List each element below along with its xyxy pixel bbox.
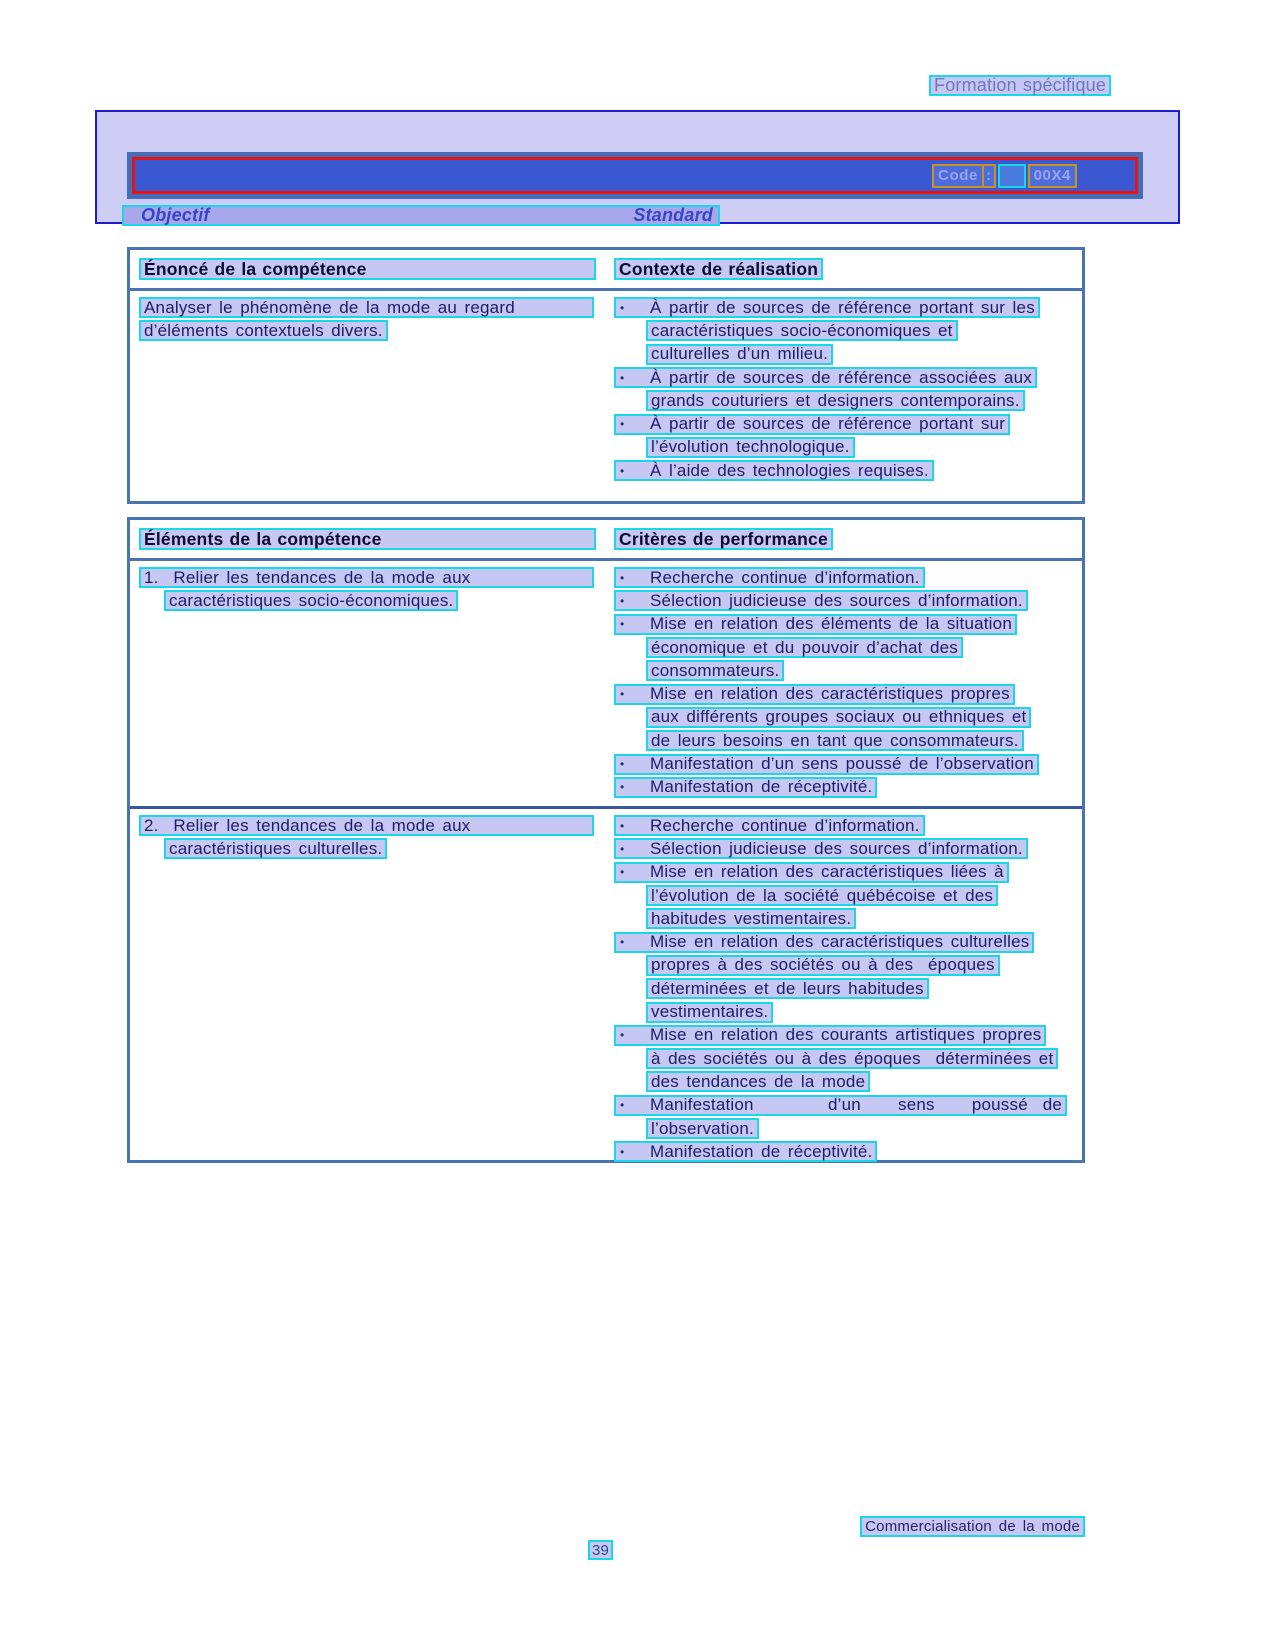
text-line — [614, 389, 1082, 412]
bullet-line — [614, 566, 1082, 589]
bullet-icon: • — [620, 370, 625, 385]
table-elements-criteres — [127, 517, 1085, 1163]
table2-row-2 — [130, 809, 1082, 1163]
bullet-icon: • — [620, 593, 625, 608]
table1-header-left: Énoncé de la compétence — [139, 258, 596, 280]
line-text: 1. Relier les tendances de la mode aux — [144, 567, 471, 587]
line-text: À l’aide des technologies requises. — [650, 460, 929, 480]
text-line — [614, 659, 1082, 682]
table1-header-row — [130, 250, 1082, 291]
line-text: Sélection judicieuse des sources d’information. — [650, 838, 1023, 858]
line-text: caractéristiques culturelles. — [169, 838, 383, 858]
text-line — [139, 296, 614, 319]
text-line — [139, 566, 614, 589]
table2-header-left: Éléments de la compétence — [139, 528, 596, 550]
line-text: déterminées et de leurs habitudes — [651, 978, 924, 998]
text-line — [614, 907, 1082, 930]
bullet-icon: • — [620, 865, 625, 880]
table1-left-cell — [130, 296, 614, 343]
line-text: Mise en relation des éléments de la situation — [650, 614, 1012, 634]
bullet-line — [614, 776, 1082, 799]
page-number-text: 39 — [588, 1540, 613, 1560]
running-head-text: Formation spécifique — [929, 75, 1111, 96]
line-text: caractéristiques socio-économiques et — [651, 320, 953, 340]
line-text: À partir de sources de référence portant sur — [650, 414, 1006, 434]
table2-row2-right-cell — [614, 814, 1082, 1163]
line-text: Mise en relation des caractéristiques liées à — [650, 862, 1004, 882]
page-number — [588, 1540, 613, 1560]
objectif-standard-row — [122, 205, 720, 226]
text-line — [614, 977, 1082, 1000]
text-line — [139, 319, 614, 342]
text-line — [139, 814, 614, 837]
table2-row1-right-cell — [614, 566, 1082, 799]
text-line — [614, 1000, 1082, 1023]
code-separator: : — [984, 164, 996, 188]
table2-row1-left-cell — [130, 566, 614, 613]
bullet-line — [614, 459, 1082, 482]
bullet-icon: • — [620, 617, 625, 632]
text-line — [614, 1047, 1082, 1070]
bullet-line — [614, 930, 1082, 953]
code-bar-outer — [127, 152, 1143, 199]
table2-row2-left-cell — [130, 814, 614, 861]
bullet-icon: • — [620, 687, 625, 702]
bullet-icon: • — [620, 818, 625, 833]
bullet-line — [614, 814, 1082, 837]
line-text: Manifestation d’un sens poussé de — [650, 1095, 1062, 1115]
text-line — [614, 1117, 1082, 1140]
text-line — [614, 343, 1082, 366]
line-text: culturelles d’un milieu. — [651, 344, 829, 364]
bullet-line — [614, 613, 1082, 636]
table2-row-1 — [130, 561, 1082, 809]
bullet-icon: • — [620, 1098, 625, 1113]
bullet-line — [614, 861, 1082, 884]
line-text: économique et du pouvoir d’achat des — [651, 637, 959, 657]
line-text: de leurs besoins en tant que consommateurs. — [651, 730, 1019, 750]
table1-header-right-cell — [614, 258, 1082, 280]
text-line — [614, 1070, 1082, 1093]
line-text: À partir de sources de référence portant sur les — [650, 297, 1035, 317]
bullet-line — [614, 837, 1082, 860]
line-text: des tendances de la mode — [651, 1071, 866, 1091]
text-line — [139, 589, 614, 612]
bullet-line — [614, 682, 1082, 705]
bullet-icon: • — [620, 417, 625, 432]
bullet-line — [614, 1024, 1082, 1047]
line-text: Recherche continue d’information. — [650, 815, 920, 835]
footer-program-name — [860, 1516, 1085, 1537]
line-text: grands couturiers et designers contemporains. — [651, 390, 1020, 410]
bullet-icon: • — [620, 300, 625, 315]
line-text: l’observation. — [651, 1118, 754, 1138]
line-text: Analyser le phénomène de la mode au regard — [144, 297, 515, 317]
bullet-icon: • — [620, 757, 625, 772]
text-line — [614, 636, 1082, 659]
text-line — [139, 837, 614, 860]
line-text: Mise en relation des caractéristiques propres — [650, 684, 1010, 704]
bullet-line — [614, 412, 1082, 435]
text-line — [614, 706, 1082, 729]
bullet-line — [614, 752, 1082, 775]
line-text: Manifestation de réceptivité. — [650, 777, 873, 797]
code-bar — [132, 157, 1138, 194]
line-text: Mise en relation des courants artistiques propres — [650, 1025, 1042, 1045]
line-text: d’éléments contextuels divers. — [144, 320, 383, 340]
line-text: caractéristiques socio-économiques. — [169, 590, 454, 610]
table-enonce-contexte — [127, 247, 1085, 504]
line-text: aux différents groupes sociaux ou ethniques et — [651, 707, 1027, 727]
bullet-icon: • — [620, 1028, 625, 1043]
line-text: l’évolution de la société québécoise et des — [651, 885, 994, 905]
table1-header-right: Contexte de réalisation — [614, 258, 823, 280]
text-line — [614, 319, 1082, 342]
bullet-line — [614, 1094, 1082, 1117]
standard-label: Standard — [633, 205, 713, 225]
table2-header-left-cell — [130, 528, 614, 550]
section-running-head — [929, 75, 1111, 100]
bullet-icon: • — [620, 841, 625, 856]
bullet-line — [614, 1140, 1082, 1163]
line-text: Manifestation de réceptivité. — [650, 1141, 873, 1161]
bullet-icon: • — [620, 935, 625, 950]
bullet-line — [614, 296, 1082, 319]
line-text: À partir de sources de référence associées aux — [650, 367, 1032, 387]
bullet-icon: • — [620, 570, 625, 585]
footer-program-text: Commercialisation de la mode — [860, 1516, 1085, 1537]
text-line — [614, 436, 1082, 459]
line-text: 2. Relier les tendances de la mode aux — [144, 815, 471, 835]
objectif-label: Objectif — [141, 205, 210, 225]
line-text: vestimentaires. — [651, 1002, 769, 1022]
table2-header-row — [130, 520, 1082, 561]
line-text: Mise en relation des caractéristiques culturelles — [650, 932, 1030, 952]
text-line — [614, 954, 1082, 977]
line-text: propres à des sociétés ou à des époques — [651, 955, 995, 975]
line-text: Sélection judicieuse des sources d’information. — [650, 590, 1023, 610]
title-banner — [95, 110, 1180, 224]
bullet-icon: • — [620, 463, 625, 478]
table2-header-right: Critères de performance — [614, 528, 833, 550]
table1-header-left-cell — [130, 258, 614, 280]
line-text: habitudes vestimentaires. — [651, 908, 852, 928]
table2-header-right-cell — [614, 528, 1082, 550]
bullet-line — [614, 589, 1082, 612]
code-gap-box — [998, 164, 1026, 188]
line-text: Manifestation d’un sens poussé de l’observation — [650, 754, 1034, 774]
line-text: Recherche continue d’information. — [650, 567, 920, 587]
code-label: Code — [932, 164, 984, 188]
line-text: l’évolution technologique. — [651, 437, 850, 457]
bullet-line — [614, 366, 1082, 389]
text-line — [614, 884, 1082, 907]
code-value: 00X4 — [1028, 164, 1077, 188]
line-text: à des sociétés ou à des époques déterminées et — [651, 1048, 1054, 1068]
table1-right-cell — [614, 296, 1082, 482]
line-text: consommateurs. — [651, 660, 780, 680]
bullet-icon: • — [620, 1144, 625, 1159]
text-line — [614, 729, 1082, 752]
table1-body-row — [130, 291, 1082, 482]
bullet-icon: • — [620, 780, 625, 795]
